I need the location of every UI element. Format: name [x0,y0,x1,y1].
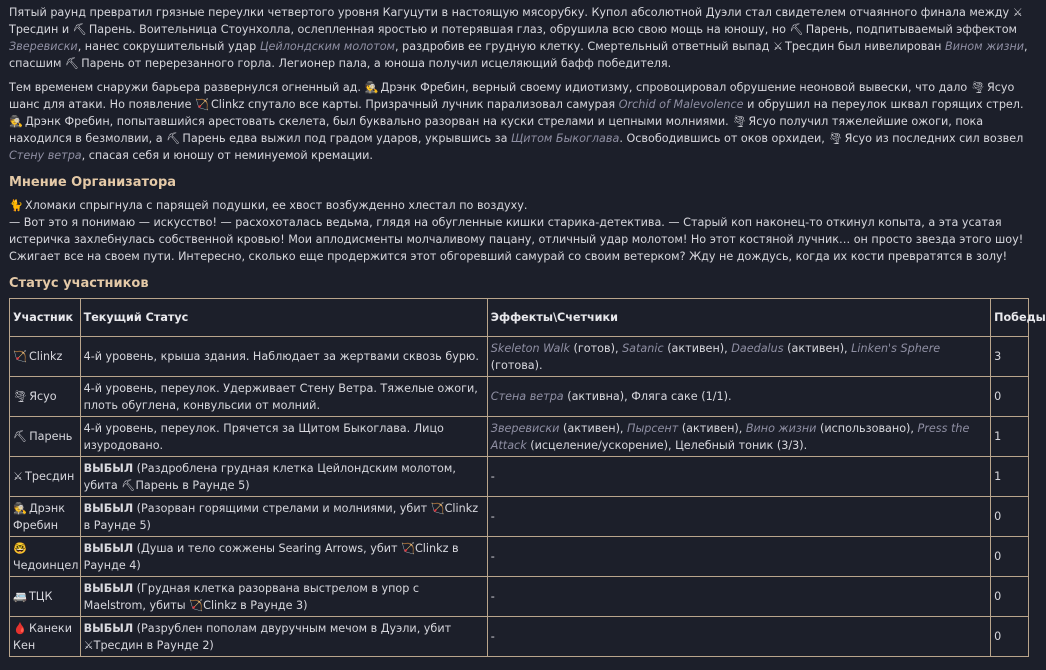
pickaxe-icon: ⛏ [789,23,804,36]
status-table [9,298,1046,657]
tornado-icon: 🌪 [970,81,985,94]
participant-icon: 🏹 [13,350,27,363]
column-header: Текущий Статус [80,299,487,337]
detective-icon: 🕵 [364,81,379,94]
effect-text: (исцеление/ускорение), Целебный тоник (3/3). [526,438,808,452]
status-cell [80,417,487,457]
text: Ясуо шанс для атаки. Но появление [9,81,1015,111]
text: и обрушил на переулок шквал горящих стрел. [743,98,1024,111]
table-row [10,417,1029,457]
effects-cell [487,417,990,457]
organizer-paragraph [9,197,1028,265]
effect-text: (активен), [663,341,732,355]
effect-text: - [490,630,495,643]
eliminated-label: ВЫБЫЛ [83,501,134,515]
participant-cell [10,537,81,577]
table-row [10,377,1029,417]
effect-text: (активен), [783,341,852,355]
text: , спасая себя и юношу от неминуемой кремации. [81,149,373,162]
effect-name: Щитом Быкоглава [511,132,620,145]
participant-name: Парень [29,430,73,443]
effects-cell [487,617,990,657]
text: Парень едва выжил под градом ударов, укрывшись за [182,132,512,145]
effect-name: Satanic [622,341,664,355]
participant-icon: ⚔ [13,470,24,483]
effect-text: - [490,550,495,563]
participant-cell [10,417,81,457]
text: Clinkz спутало все карты. Призрачный лучник парализовал самурая [210,98,619,111]
wins-cell: 0 [991,617,1029,657]
effect-name: Стену ветра [9,149,82,162]
status-text: (Разрублен пополам двуручным мечом в Дуэли, убит ⚔Тресдин в Раунде 2) [83,621,452,652]
status-cell [80,537,487,577]
effect-name: Зверевиски [490,421,560,435]
participant-icon: 🕵 [13,501,27,515]
tornado-icon: 🌪 [732,115,747,128]
participant-cell [10,337,81,377]
effect-name: Цейлондским молотом [259,40,395,53]
table-row [10,577,1029,617]
participant-icon: 🩸 [13,621,27,635]
effect-name: Press the Attack [490,421,970,452]
wins-cell: 1 [991,417,1029,457]
text: . Освободившись от оков орхидеи, [619,132,829,145]
participant-name: Clinkz [28,350,63,363]
table-row [10,617,1029,657]
text: Ясуо получил тяжелейшие ожоги, пока находился в безмолвии, а [9,115,984,145]
pickaxe-icon: ⛏ [166,132,181,145]
status-text: (Разорван горящими стрелами и молниями, убит 🏹Clinkz в Раунде 5) [83,501,479,532]
effects-cell [487,457,990,497]
table-row [10,537,1029,577]
swords-icon: ⚔ [1012,6,1023,19]
participant-icon: 🌪 [13,390,28,403]
effect-text: (готова). [490,358,543,372]
swords-icon: ⚔ [772,40,783,53]
eliminated-label: ВЫБЫЛ [83,541,134,555]
status-cell [80,497,487,537]
table-row [10,497,1029,537]
participant-name: ТЦК [28,590,53,603]
effect-name: Пырсент [627,421,679,435]
status-text: 4-й уровень, крыша здания. Наблюдает за жертвами сквозь бурю. [83,350,479,363]
text: Парень, подпитываемый эффектом [805,23,1017,36]
effect-name: Стена ветра [490,390,564,403]
text: Тресдин был нивелирован [785,40,946,53]
effect-text: - [490,510,495,523]
effect-name: Skeleton Walk [490,341,570,355]
participant-name: Дрэнк Фребин [13,501,65,532]
effects-cell [487,337,990,377]
pickaxe-icon: ⛏ [72,23,87,36]
cat-icon: 🐈 [9,199,23,212]
status-table-body [10,337,1029,657]
participant-name: Чедоинцел [13,558,79,572]
text: Ясуо из последних сил возвел [844,132,1024,145]
effect-name: Зверевиски [9,40,78,53]
bow-icon: 🏹 [195,98,209,111]
status-text: (Раздроблена грудная клетка Цейлондским молотом, убита ⛏Парень в Раунде 5) [83,461,456,492]
effect-text: (готов), [570,341,623,355]
eliminated-label: ВЫБЫЛ [83,621,134,635]
wins-cell: 0 [991,537,1029,577]
participant-cell [10,377,81,417]
wins-cell: 1 [991,457,1029,497]
organizer-heading: Мнение Организатора [9,175,177,190]
effect-name: Orchid of Malevolence [618,98,744,111]
text: , спасшим [9,40,1028,70]
status-cell [80,617,487,657]
wins-cell: 3 [991,337,1029,377]
outside-barrier-paragraph [9,79,1028,164]
participant-icon: 🤓 [13,541,27,555]
column-header: Эффекты\Счетчики [487,299,990,337]
round-recap-paragraph [9,4,1028,72]
participant-cell [10,497,81,537]
status-text: 4-й уровень, переулок. Удерживает Стену Ветра. Тяжелые ожоги, плоть обуглена, конвульсии от молний. [83,381,478,412]
eliminated-label: ВЫБЫЛ [83,461,134,475]
effect-text: - [490,590,495,603]
participant-icon: ⛏ [13,430,28,443]
status-cell [80,577,487,617]
pickaxe-icon: ⛏ [64,57,80,70]
effect-text: (активен), [678,421,746,435]
effects-cell [487,537,990,577]
table-row [10,457,1029,497]
effect-text: (активен), [559,421,628,435]
effect-name: Linken's Sphere [851,341,941,355]
effect-name: Daedalus [731,341,784,355]
text: Парень. Воительница Стоунхолла, ослепленная яростью и потерявшая глаз, обрушила всю свою мощь на юношу, но [88,23,790,36]
text: Тресдин и [9,23,73,36]
wins-cell: 0 [991,497,1029,537]
participant-name: Тресдин [25,470,75,483]
effect-text: (активна), Фляга саке (1/1). [563,390,732,403]
column-header: Победы [991,299,1029,337]
status-heading: Статус участников [9,276,149,291]
text: Тем временем снаружи барьера развернулся огненный ад. [9,81,365,94]
effect-name: Вино жизни [745,421,817,435]
status-text: 4-й уровень, переулок. Прячется за Щитом Быкоглава. Лицо изуродовано. [83,421,444,452]
text: , нанес сокрушительный удар [77,40,260,53]
status-cell [80,377,487,417]
text: Дрэнк Фребин, верный своему идиотизму, спровоцировал обрушение неоновой вывески, что дало [380,81,971,94]
status-text: (Душа и тело сожжены Searing Arrows, убит 🏹Clinkz в Раунде 4) [83,541,459,572]
wins-cell: 0 [991,377,1029,417]
participant-cell [10,617,81,657]
text: , раздробив ее грудную клетку. Смертельный ответный выпад [395,40,773,53]
table-header-row [10,299,1029,337]
participant-name: Канеки Кен [13,621,72,652]
table-row [10,337,1029,377]
participant-name: Ясуо [29,390,57,403]
participant-icon: 🚐 [13,590,27,603]
detective-icon: 🕵 [9,115,23,128]
text: Дрэнк Фребин, попытавшийся арестовать скелета, был буквально разорван на куски стрелами и цепными молниями. [24,115,733,128]
effect-text: - [490,470,495,483]
tornado-icon: 🌪 [828,132,843,145]
effects-cell [487,497,990,537]
text: Пятый раунд превратил грязные переулки четвертого уровня Кагуцути в настоящую мясорубку. Купол абсолютной Дуэли стал свидетелем отчаянного финала между [9,6,1013,19]
status-cell [80,337,487,377]
participant-cell [10,577,81,617]
organizer-line: Хломаки спрыгнула с парящей подушки, ее хвост возбужденно хлестал по воздуху. [24,199,528,212]
participant-cell [10,457,81,497]
status-text: (Грудная клетка разорвана выстрелом в упор с Maelstrom, убиты 🏹Clinkz в Раунде 3) [83,581,420,612]
effect-name: Вином жизни [945,40,1025,53]
eliminated-label: ВЫБЫЛ [83,581,134,595]
effects-cell [487,577,990,617]
status-cell [80,457,487,497]
wins-cell: 0 [991,577,1029,617]
effect-text: (использовано), [816,421,918,435]
effects-cell [487,377,990,417]
organizer-quote: — Вот это я понимаю — искусство! — расхохоталась ведьма, глядя на обугленные кишки старика-детектива. — Старый коп наконец-то откинул копыта, а эта усатая истеричка захлебнулась собственной кровью! Мои аплодисменты молчаливому пацану, отличный удар молотом! Но этот костяной лучник… он просто звезда этого шоу! Сжигает все на своем пути. Интересно, сколько еще продержится этот обгоревший самурай со своим ветерком? Жду не дождусь, когда их кости превратятся в золу! [9,216,1024,263]
text: Парень от перерезанного горла. Легионер пала, а юноша получил исцеляющий бафф победителя. [81,57,672,70]
column-header: Участник [10,299,81,337]
